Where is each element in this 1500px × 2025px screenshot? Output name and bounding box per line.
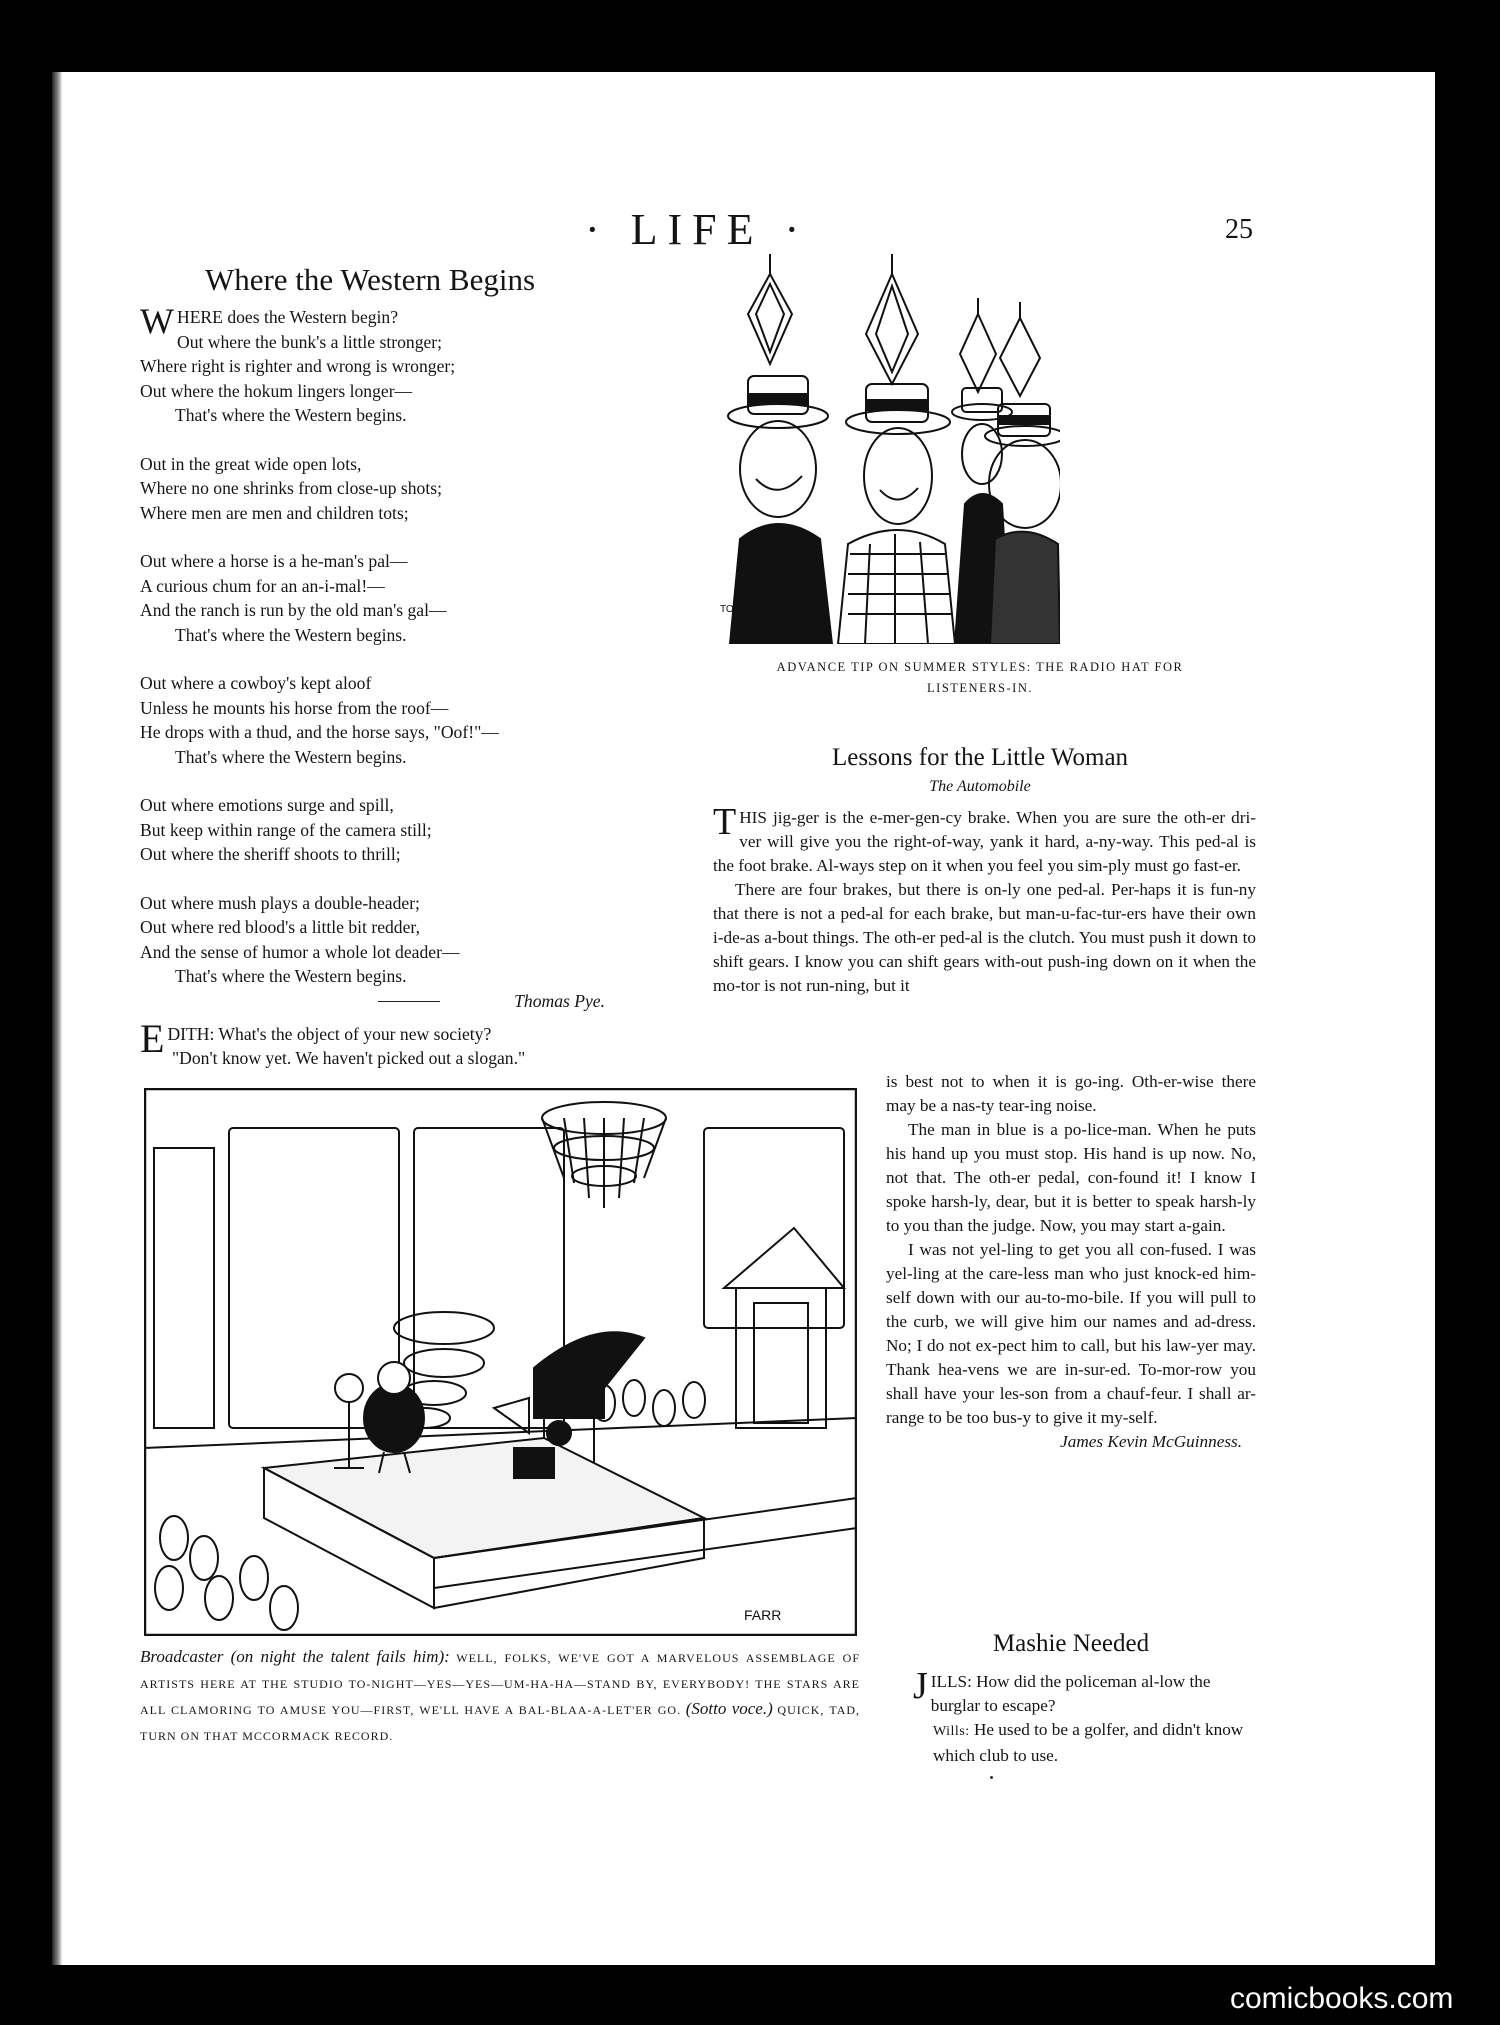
drop-cap: W — [140, 301, 174, 341]
caption-line: ADVANCE TIP ON SUMMER STYLES: THE RADIO HAT FOR — [776, 660, 1184, 674]
mashie-line: He used to be a golfer, and didn't know which club to use. — [933, 1720, 1244, 1765]
lessons-body-continued — [886, 1070, 1256, 1454]
caption-aside: (Sotto voce.) — [685, 1699, 773, 1718]
poem-line: Out in the great wide open lots, — [140, 453, 362, 474]
poem-line: But keep within range of the camera still; — [140, 819, 432, 840]
poem-line: That's where the Western begins. — [175, 405, 407, 425]
poem-line: That's where the Western begins. — [175, 746, 407, 767]
radio-hat-cartoon — [720, 254, 1060, 644]
antenna-diamond — [748, 254, 792, 364]
masthead: · LIFE · — [585, 205, 810, 254]
drop-cap: T — [713, 801, 737, 843]
lessons-paragraph: I was not yel-ling to get you all con-fused. I was yel-ling at the care-less man who just knock-ed him-self down with our au-to-mo-bile. If you will pull to the curb, we will give him our names and ad-dress. No; I do not ex-pect him to call, but his law-yer may. Thank hea-vens we are in-sur-ed. To-mor-row you shall have your les-son from a chauf-feur. I shall ar-range to be too bus-y to give it my-self. — [886, 1240, 1256, 1427]
cartoon-signature: FARR — [744, 1607, 782, 1623]
poem — [140, 301, 650, 1013]
lessons-paragraph: The man in blue is a po-lice-man. When he puts his hand up you must stop. His hand is up now. No, not that. The oth-er pedal, con-found it! I know I spoke harsh-ly, dear, but it is better to speak harsh-ly to you than the judge. Now, you may start a-gain. — [886, 1120, 1256, 1235]
lessons-paragraph: is best not to when it is go-ing. Oth-er-wise there may be a nas-ty tear-ing noise. — [886, 1072, 1256, 1115]
poem-line: And the ranch is run by the old man's gal— — [140, 600, 447, 620]
poem-line: Out where mush plays a double-header; — [140, 892, 420, 913]
poem-line: Out where the bunk's a little stronger; — [176, 331, 443, 352]
ornament-dot — [990, 1776, 993, 1779]
section-divider — [378, 1001, 440, 1002]
caption-speech: WELL, FOLKS, WE'VE GOT A MARVELOUS ASSEMBLAGE OF ARTISTS HERE AT THE STUDIO TO-NIGHT—YES—YES—UM-HA-HA—STAND BY, EVERYBODY! THE STARS ARE ALL CLAMORING TO AMUSE YOU—FIRST, WE'LL HAVE A BAL-BLAA-A-LET'ER GO. — [140, 1651, 861, 1717]
cartoon-caption-top — [700, 657, 1260, 699]
mashie-joke — [913, 1665, 1258, 1768]
poem-line: Out where red blood's a little bit redder, — [140, 917, 420, 937]
straw-hat — [846, 384, 950, 434]
antenna-diamond — [1000, 302, 1040, 396]
cartoon-signature: TOUSEY — [720, 604, 761, 615]
poem-line: And the sense of humor a whole lot deader— — [140, 941, 460, 962]
poem-line: Where men are men and children tots; — [140, 502, 409, 523]
lessons-body — [713, 801, 1256, 998]
edith-joke — [140, 1016, 660, 1070]
poem-line — [140, 301, 650, 341]
poem-line: Out where a cowboy's kept aloof — [140, 673, 372, 693]
mashie-line: ILLS: How did the policeman al-low the burglar to escape? — [930, 1672, 1211, 1715]
poem-line: Out where the sheriff shoots to thrill; — [140, 844, 401, 864]
broadcast-studio-cartoon — [144, 1088, 857, 1636]
antenna-diamond — [960, 298, 996, 392]
poem-author: Thomas Pye. — [514, 990, 605, 1011]
lessons-subtitle: The Automobile — [929, 778, 1031, 795]
lessons-paragraph: There are four brakes, but there is on-ly one ped-al. Per-haps it is fun-ny that there is not a ped-al for each brake, but man-u-fac-tur-ers have their own i-de-as a-bout things. The oth-er ped-al is the clutch. You must push it down to shift gears. I know you can shift gears with-out push-ing down on it when the mo-tor is not run-ning, but it — [713, 880, 1256, 995]
drop-cap: E — [140, 1016, 165, 1061]
caption-speech: QUICK, TAD, TURN ON THAT MCCORMACK RECORD. — [140, 1703, 861, 1743]
caption-line: LISTENERS-IN. — [927, 681, 1033, 695]
edith-line-1: DITH: What's the object of your new society? — [167, 1024, 492, 1044]
microphone — [334, 1374, 364, 1468]
lessons-author: James Kevin McGuinness. — [1060, 1432, 1242, 1451]
poem-line: Unless he mounts his horse from the roof— — [140, 697, 449, 718]
poem-line: Out where a horse is a he-man's pal— — [140, 551, 408, 571]
cartoon-caption-bottom — [140, 1645, 860, 1749]
poem-line-text: HERE does the Western begin? — [176, 307, 399, 327]
chandelier — [542, 1102, 666, 1208]
poem-line: A curious chum for an an-i-mal!— — [140, 575, 385, 596]
antenna-diamond — [866, 254, 918, 384]
watermark: comicbooks.com — [1230, 1982, 1454, 2015]
poem-title: Where the Western Begins — [204, 262, 536, 297]
poem-line: Where no one shrinks from close-up shots; — [140, 478, 442, 498]
page-number: 25 — [1225, 214, 1253, 245]
poem-line: Out where the hokum lingers longer— — [140, 380, 413, 401]
page-spine — [52, 72, 62, 1965]
lessons-title: Lessons for the Little Woman — [831, 744, 1129, 771]
drop-cap: J — [913, 1665, 928, 1707]
caption-speaker: Broadcaster (on night the talent fails him): — [140, 1647, 450, 1666]
poem-line: Out where emotions surge and spill, — [140, 795, 394, 815]
lessons-paragraph: HIS jig-ger is the e-mer-gen-cy brake. When you are sure the oth-er dri-ver will give you the right-of-way, yank it hard, a-ny-way. This ped-al is the foot brake. Al-ways step on it when you feel you sim-ply must go fast-er. — [713, 808, 1256, 875]
edith-line-2: "Don't know yet. We haven't picked out a slogan." — [172, 1048, 526, 1068]
mashie-speaker: Wills: — [933, 1724, 970, 1739]
poem-line: That's where the Western begins. — [175, 966, 407, 986]
poem-line: Where right is righter and wrong is wronger; — [140, 356, 456, 376]
poem-line: He drops with a thud, and the horse says, "Oof!"— — [140, 722, 499, 742]
poem-line: That's where the Western begins. — [175, 624, 407, 645]
mashie-title: Mashie Needed — [992, 1630, 1150, 1657]
